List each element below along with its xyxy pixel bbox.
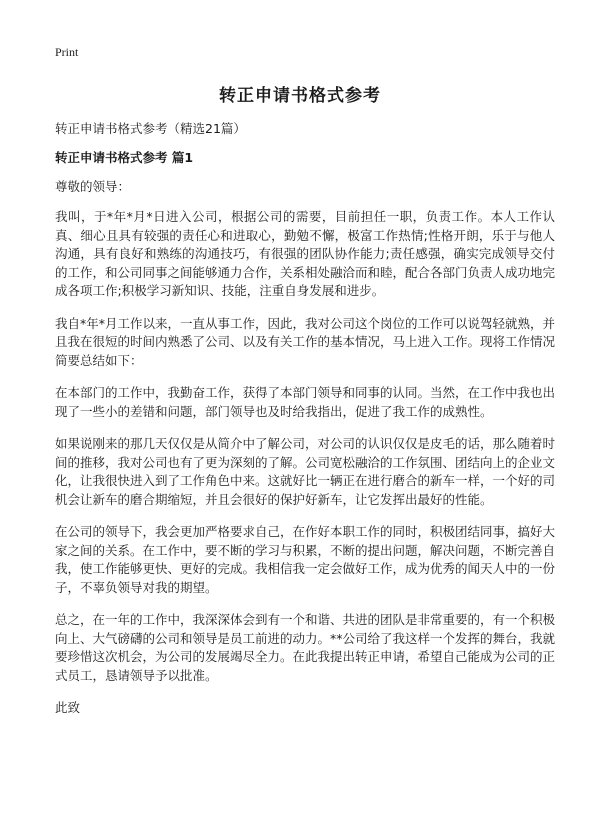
- body-paragraph: 在本部门的工作中，我勤奋工作，获得了本部门领导和同事的认同。当然，在工作中我也出现了一些小的差错和问题，部门领导也及时给我指出，促进了我工作的成熟性。: [55, 385, 556, 419]
- body-paragraph: 总之，在一年的工作中，我深深体会到有一个和谐、共进的团队是非常重要的，有一个积极向上、大气磅礴的公司和领导是员工前进的动力。**公司给了我这样一个发挥的舞台，我就要珍惜这次机会，为公司的发展竭尽全力。在此我提出转正申请，希望自己能成为公司的正式员工，恳请领导予以批准。: [55, 612, 556, 683]
- document-body: [55, 120, 555, 717]
- print-link[interactable]: Print: [55, 45, 79, 59]
- body-paragraph: 我叫，于*年*月*日进入公司，根据公司的需要，目前担任一职，负责工作。本人工作认真、细心且具有较强的责任心和进取心，勤勉不懈，极富工作热情;性格开朗，乐于与他人沟通，具有良好和熟练的沟通技巧，有很强的团队协作能力;责任感强，确实完成领导交付的工作，和公司同事之间能够通力合作，关系相处融洽而和睦，配合各部门负责人成功地完成各项工作;积极学习新知识、技能，注重自身发展和进步。: [55, 209, 556, 298]
- document-title: 转正申请书格式参考: [219, 86, 381, 106]
- section-heading: 转正申请书格式参考 篇1: [55, 150, 194, 165]
- letter-greeting: 尊敬的领导：: [55, 179, 131, 194]
- body-paragraph: 我自*年*月工作以来，一直从事工作，因此，我对公司这个岗位的工作可以说驾轻就熟，并且我在很短的时间内熟悉了公司、以及有关工作的基本情况，马上进入工作。现将工作情况简要总结如下：: [55, 315, 556, 368]
- letter-closing: 此致: [55, 700, 81, 715]
- body-paragraph: 如果说刚来的那几天仅仅是从简介中了解公司，对公司的认识仅仅是皮毛的话，那么随着时间的推移，我对公司也有了更为深刻的了解。公司宽松融洽的工作氛围、团结向上的企业文化，让我很快进入到了工作角色中来。这就好比一辆正在进行磨合的新车一样，一个好的司机会让新车的磨合期缩短，并且会很好的保护好新车，让它发挥出最好的性能。: [55, 436, 556, 507]
- document-subtitle: 转正申请书格式参考（精选21篇）: [55, 121, 246, 136]
- body-paragraph: 在公司的领导下，我会更加严格要求自己，在作好本职工作的同时，积极团结同事，搞好大家之间的关系。在工作中，要不断的学习与积累，不断的提出问题，解决问题，不断完善自我，使工作能够更快、更好的完成。我相信我一定会做好工作，成为优秀的闻天人中的一份子，不辜负领导对我的期望。: [55, 524, 556, 595]
